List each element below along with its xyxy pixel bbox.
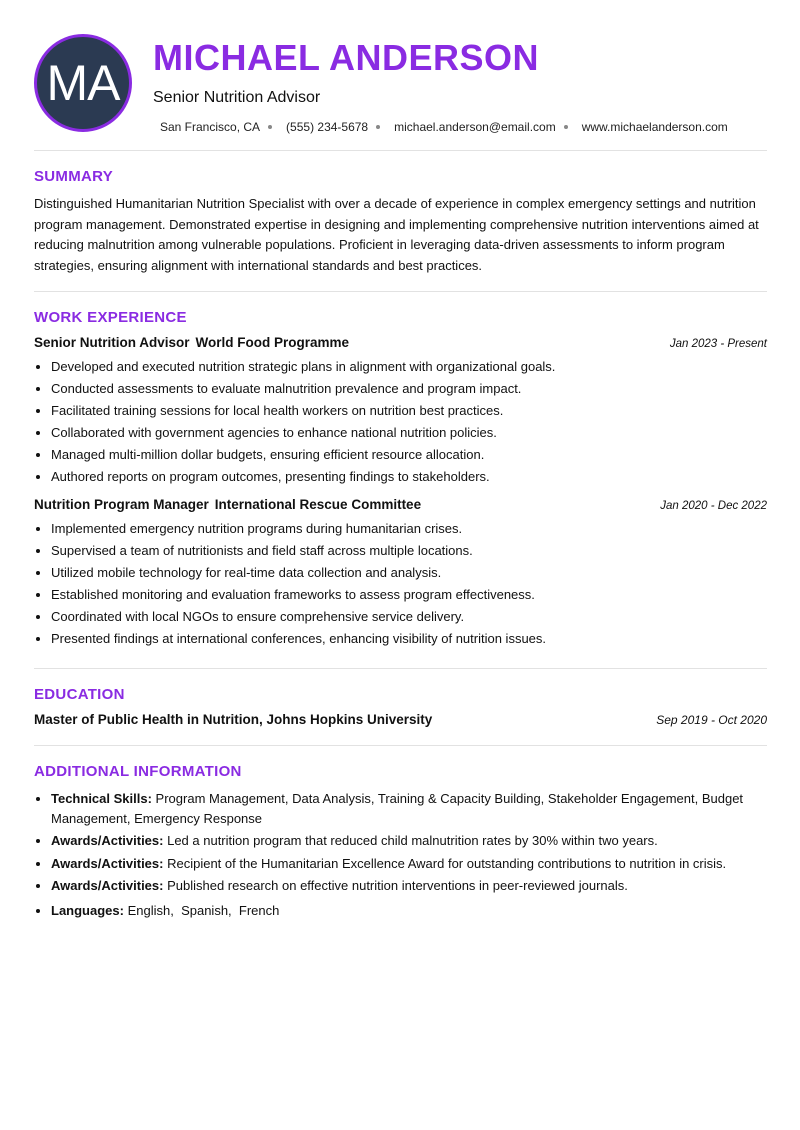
avatar-initials: MA — [46, 55, 120, 111]
list-item: • Presented findings at international conferences, enhancing visibility of nutrition issues. — [51, 628, 767, 650]
list-item: • Collaborated with government agencies to enhance national nutrition policies. — [51, 422, 767, 444]
additional-list — [34, 789, 767, 920]
header-divider — [34, 150, 767, 151]
item-label: Languages: — [51, 902, 124, 918]
summary-title: SUMMARY — [34, 168, 114, 185]
job-entry — [34, 335, 767, 488]
education-section — [34, 686, 767, 727]
experience-title: WORK EXPERIENCE — [34, 309, 187, 326]
contact-location: San Francisco, CA — [160, 120, 261, 134]
separator-dot-icon — [376, 125, 380, 129]
summary-section — [34, 168, 767, 276]
section-divider — [34, 291, 767, 292]
job-dates: Jan 2020 - Dec 2022 — [660, 500, 767, 512]
job-bullets — [34, 518, 767, 650]
separator-dot-icon — [268, 125, 272, 129]
candidate-headline: Senior Nutrition Advisor — [153, 89, 321, 106]
item-label: Awards/Activities: — [51, 878, 164, 893]
avatar — [34, 34, 132, 132]
additional-title: ADDITIONAL INFORMATION — [34, 763, 242, 780]
item-label: Awards/Activities: — [51, 833, 164, 848]
contact-website: www.michaelanderson.com — [581, 120, 728, 134]
list-item: • Coordinated with local NGOs to ensure comprehensive service delivery. — [51, 606, 767, 628]
job-title-line — [34, 335, 349, 350]
item-text: Published research on effective nutrition interventions in peer-reviewed journals. — [167, 878, 628, 893]
list-item: • Conducted assessments to evaluate malnutrition prevalence and program impact. — [51, 378, 767, 400]
job-header — [34, 335, 767, 350]
contact-line — [160, 120, 728, 134]
candidate-name: MICHAEL ANDERSON — [153, 37, 540, 78]
job-header — [34, 497, 767, 512]
section-divider — [34, 668, 767, 669]
list-item — [51, 831, 767, 851]
education-title: EDUCATION — [34, 686, 125, 703]
list-item: • Developed and executed nutrition strategic plans in alignment with organizational goals. — [51, 356, 767, 378]
list-item — [51, 876, 767, 896]
job-org: World Food Programme — [195, 335, 350, 350]
list-item: • Implemented emergency nutrition programs during humanitarian crises. — [51, 518, 767, 540]
item-text: Led a nutrition program that reduced child malnutrition rates by 30% within two years. — [167, 833, 658, 848]
education-dates: Sep 2019 - Oct 2020 — [656, 713, 767, 727]
job-role: Nutrition Program Manager — [34, 497, 209, 512]
job-role: Senior Nutrition Advisor — [34, 335, 190, 350]
item-label: Technical Skills: — [51, 791, 152, 806]
job-org: International Rescue Committee — [214, 497, 422, 512]
list-item — [51, 789, 767, 828]
additional-section — [34, 763, 767, 920]
list-item: • Established monitoring and evaluation frameworks to assess program effectiveness. — [51, 584, 767, 606]
summary-text: Distinguished Humanitarian Nutrition Specialist with over a decade of experience in complex emergency settings and nutrition program management. Demonstrated expertise in designing and implementing comprehensive nutrition interventions aimed at reducing malnutrition among vulnerable populations. Proficient in leveraging data-driven assessments to inform program strategies, ensuring alignment with international standards and best practices. — [34, 196, 759, 273]
contact-email: michael.anderson@email.com — [394, 120, 556, 134]
job-title-line — [34, 497, 421, 512]
list-item: • Authored reports on program outcomes, presenting findings to stakeholders. — [51, 466, 767, 488]
list-item: • Facilitated training sessions for local health workers on nutrition best practices. — [51, 400, 767, 422]
education-entry — [34, 712, 767, 727]
list-item: • Utilized mobile technology for real-time data collection and analysis. — [51, 562, 767, 584]
experience-section — [34, 309, 767, 650]
list-item — [51, 901, 767, 921]
list-item: • Managed multi-million dollar budgets, ensuring efficient resource allocation. — [51, 444, 767, 466]
list-item: • Supervised a team of nutritionists and field staff across multiple locations. — [51, 540, 767, 562]
section-divider — [34, 745, 767, 746]
job-bullets — [34, 356, 767, 488]
item-text: English, Spanish, French — [127, 902, 280, 918]
list-item — [51, 854, 767, 874]
contact-phone: (555) 234-5678 — [286, 120, 369, 134]
item-text: Program Management, Data Analysis, Training & Capacity Building, Stakeholder Engagement, Budget Management, Emergency Response — [51, 791, 744, 826]
separator-dot-icon — [564, 125, 568, 129]
item-label: Awards/Activities: — [51, 855, 164, 871]
item-text: Recipient of the Humanitarian Excellence Award for outstanding contributions to nutrition in crisis. — [167, 855, 727, 871]
resume-body — [34, 168, 767, 923]
job-dates: Jan 2023 - Present — [669, 338, 767, 350]
job-entry — [34, 497, 767, 650]
education-degree: Master of Public Health in Nutrition, Johns Hopkins University — [34, 712, 433, 727]
